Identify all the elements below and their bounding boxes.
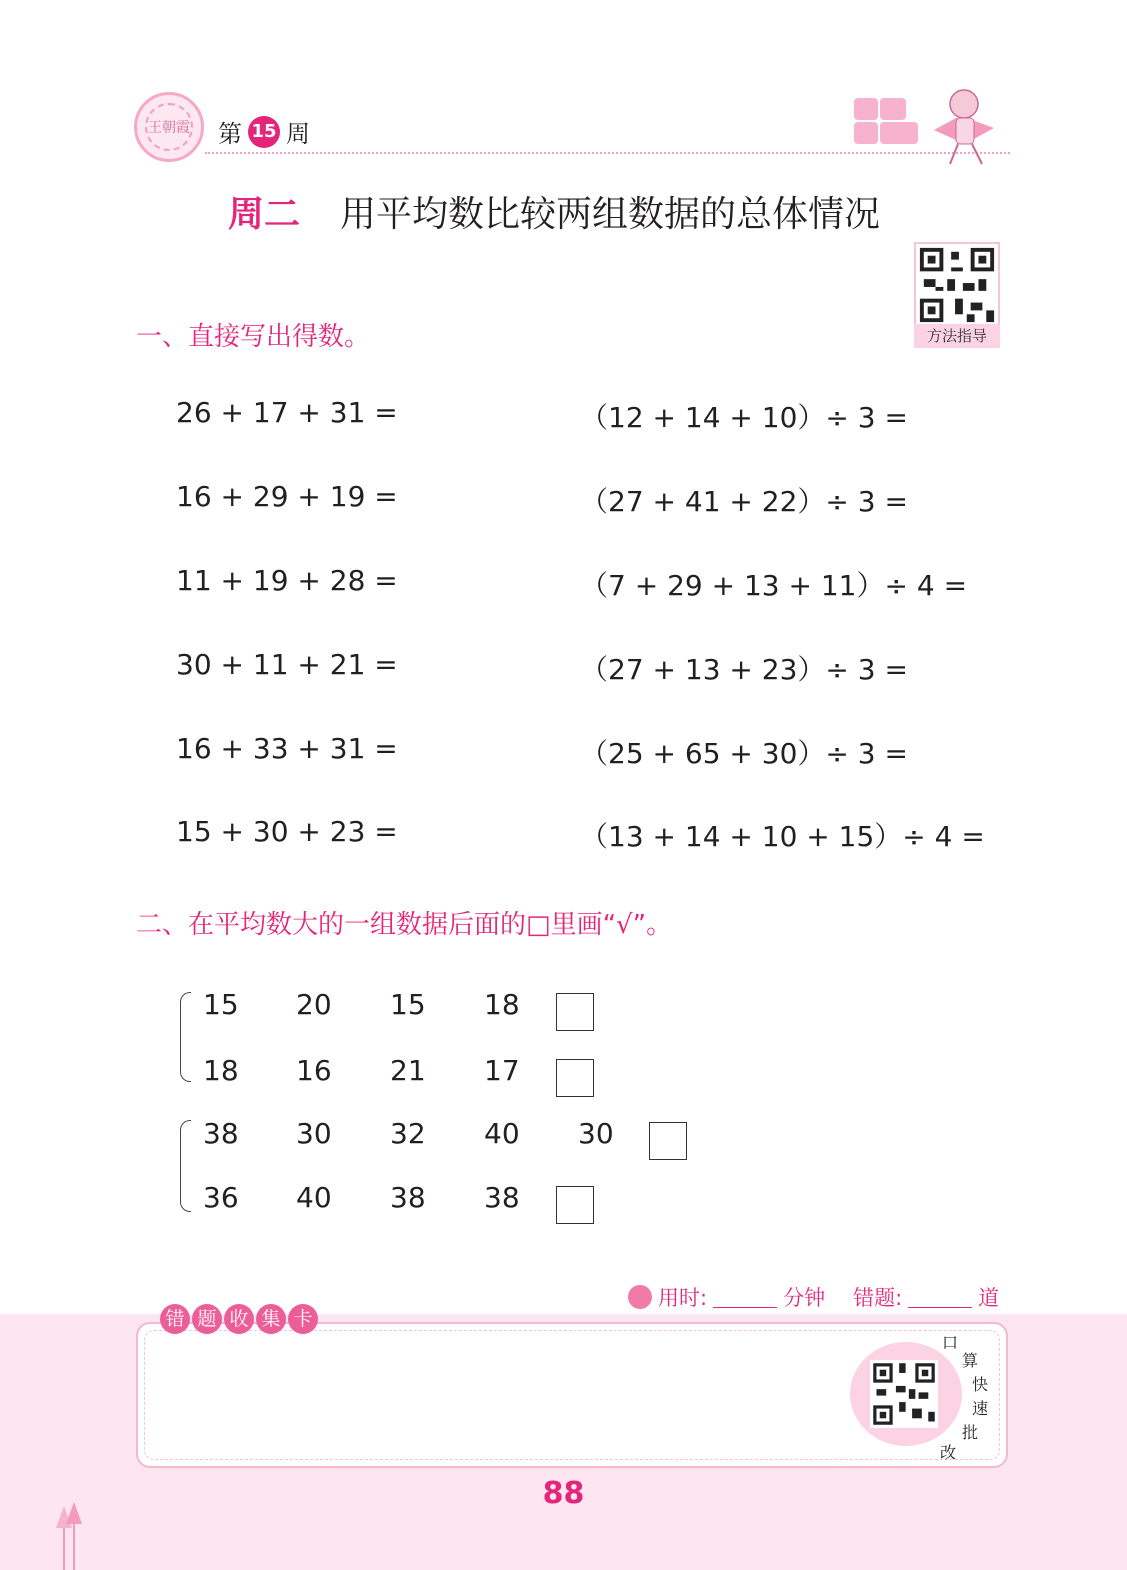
- card-title-char: 卡: [288, 1304, 318, 1334]
- timer-line: [628, 1282, 999, 1312]
- error-label: 错题:: [853, 1286, 903, 1310]
- equation-right-6: （13 + 14 + 10 + 15）÷ 4 =: [580, 820, 985, 853]
- section-2-heading: 二、在平均数大的一组数据后面的□里画“√”。: [136, 910, 673, 940]
- group-2-row-1-value: 32: [390, 1117, 426, 1150]
- side-char: 算: [962, 1351, 979, 1370]
- side-char: 批: [962, 1423, 979, 1442]
- page-number: 88: [542, 1476, 585, 1511]
- time-unit: 分钟: [783, 1286, 826, 1310]
- time-label: 用时:: [658, 1286, 708, 1310]
- group-1-row-2-value: 18: [203, 1054, 239, 1087]
- side-char: 速: [972, 1399, 989, 1418]
- card-title: [160, 1304, 318, 1334]
- answer-checkbox[interactable]: [649, 1122, 687, 1160]
- card-title-char: 错: [160, 1304, 190, 1334]
- group-1-row-1-value: 20: [296, 988, 332, 1021]
- group-1-row-2-value: 17: [484, 1054, 520, 1087]
- page-title: 用平均数比较两组数据的总体情况: [340, 194, 881, 235]
- answer-checkbox[interactable]: [556, 1186, 594, 1224]
- group-1-row-1-value: 15: [390, 988, 426, 1021]
- answer-checkbox[interactable]: [556, 1059, 594, 1097]
- group-1-row-1-value: 15: [203, 988, 239, 1021]
- group-1-row-2-value: 21: [390, 1054, 426, 1087]
- equation-left-3: 11 + 19 + 28 =: [176, 564, 398, 597]
- group-2-row-2-value: 36: [203, 1181, 239, 1214]
- error-unit: 道: [978, 1286, 1000, 1310]
- group-1-row-2-value: 16: [296, 1054, 332, 1087]
- group-1-brace: [180, 992, 191, 1082]
- group-2-row-1-value: 30: [578, 1117, 614, 1150]
- card-title-char: 集: [256, 1304, 286, 1334]
- mascot-logo: [852, 80, 1012, 170]
- week-number-badge: 15: [248, 116, 280, 148]
- equation-left-2: 16 + 29 + 19 =: [176, 480, 398, 513]
- equation-left-6: 15 + 30 + 23 =: [176, 815, 398, 848]
- equation-right-5: （25 + 65 + 30）÷ 3 =: [580, 737, 908, 770]
- card-title-char: 收: [224, 1304, 254, 1334]
- qr-code-icon[interactable]: [914, 242, 1000, 328]
- card-title-char: 题: [192, 1304, 222, 1334]
- side-char: 改: [940, 1443, 957, 1462]
- equation-right-2: （27 + 41 + 22）÷ 3 =: [580, 485, 908, 518]
- stopwatch-icon: [628, 1285, 652, 1309]
- group-2-row-2-value: 38: [390, 1181, 426, 1214]
- equation-left-4: 30 + 11 + 21 =: [176, 648, 398, 681]
- section-1-heading: 一、直接写出得数。: [136, 322, 371, 352]
- group-2-row-1-value: 30: [296, 1117, 332, 1150]
- time-blank[interactable]: [713, 1287, 777, 1308]
- logo-text: 王朝霞: [145, 103, 193, 151]
- title-day: 周二: [228, 194, 301, 235]
- error-blank[interactable]: [908, 1287, 972, 1308]
- qr-label: 方法指导: [914, 324, 1000, 348]
- equation-left-5: 16 + 33 + 31 =: [176, 732, 398, 765]
- equation-left-1: 26 + 17 + 31 =: [176, 396, 398, 429]
- week-suffix: 周: [286, 120, 310, 148]
- quick-grade-qr-icon[interactable]: [870, 1360, 938, 1428]
- mascot-label: [860, 98, 865, 99]
- group-1-row-1-value: 18: [484, 988, 520, 1021]
- group-2-row-2-value: 38: [484, 1181, 520, 1214]
- side-char: 口: [942, 1333, 959, 1352]
- week-label: [218, 114, 310, 149]
- side-char: 快: [972, 1375, 989, 1394]
- group-2-row-1-value: 38: [203, 1117, 239, 1150]
- brand-logo: [134, 92, 204, 162]
- group-2-row-1-value: 40: [484, 1117, 520, 1150]
- up-arrow-icon: [52, 1500, 92, 1570]
- equation-right-1: （12 + 14 + 10）÷ 3 =: [580, 401, 908, 434]
- group-2-row-2-value: 40: [296, 1181, 332, 1214]
- equation-right-4: （27 + 13 + 23）÷ 3 =: [580, 653, 908, 686]
- equation-right-3: （7 + 29 + 13 + 11）÷ 4 =: [580, 569, 968, 602]
- answer-checkbox[interactable]: [556, 993, 594, 1031]
- week-prefix: 第: [218, 120, 242, 148]
- group-2-brace: [180, 1120, 191, 1212]
